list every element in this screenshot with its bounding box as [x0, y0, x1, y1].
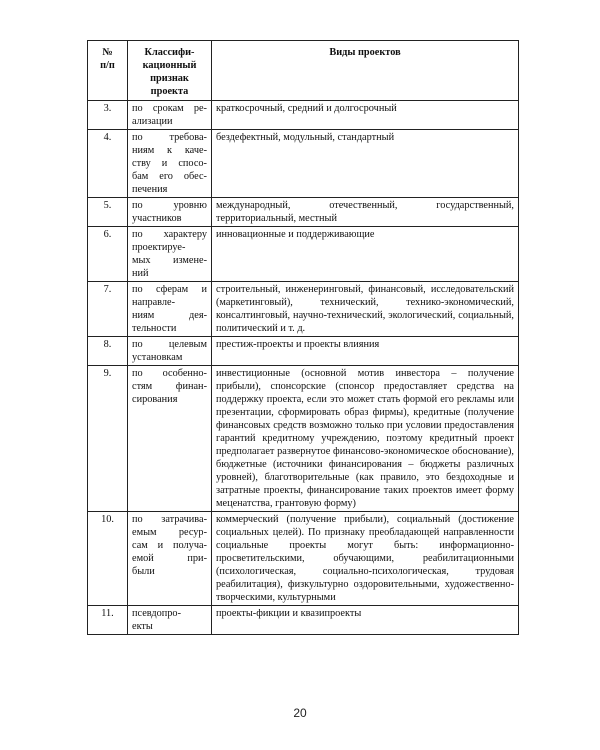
- page-number: 20: [293, 706, 307, 720]
- criterion-line: псевдопро-: [132, 608, 182, 619]
- table-row: [88, 337, 519, 366]
- row-number: 4.: [88, 130, 128, 198]
- row-project-types: престиж-проекты и проекты влияния: [212, 337, 519, 366]
- criterion-line: по целевым: [132, 339, 207, 350]
- row-criterion: [128, 101, 212, 130]
- table-row: [88, 130, 519, 198]
- criterion-line: по требова-: [132, 132, 207, 143]
- table-row: [88, 366, 519, 512]
- criterion-line: ниям к каче-: [132, 145, 207, 156]
- criterion-line: были: [132, 566, 155, 577]
- row-number: 5.: [88, 198, 128, 227]
- header-project-types: Виды проектов: [212, 41, 519, 101]
- row-criterion: [128, 366, 212, 512]
- row-project-types: коммерческий (получение прибыли), социальный (достижение социальных целей). По признаку преобладающей направленности социальные проекты могут быть: информационно-просветительскими, обучающими, реабилитационными (психологическая, социально-психологическая, трудовая реабилитация), физкультурно оздоровительными, художественно-творческими, культурными: [212, 512, 519, 606]
- criterion-line: по характеру: [132, 229, 207, 240]
- header-number: № п/п: [88, 41, 128, 101]
- criterion-line: по сферам и: [132, 284, 207, 295]
- criterion-line: по затрачива-: [132, 514, 207, 525]
- criterion-line: тельности: [132, 323, 177, 334]
- table-row: [88, 282, 519, 337]
- criterion-line: емой при-: [132, 553, 207, 564]
- row-number: 9.: [88, 366, 128, 512]
- row-project-types: строительный, инженеринговый, финансовый, исследовательский (маркетинговый), технический, технико-экономический, консалтинговый, научно-технический, экологический, социальный, политический и т. д.: [212, 282, 519, 337]
- criterion-line: установкам: [132, 352, 183, 363]
- row-criterion: [128, 198, 212, 227]
- criterion-line: проектируе-: [132, 242, 186, 253]
- table-row: [88, 512, 519, 606]
- row-project-types: инновационные и поддерживающие: [212, 227, 519, 282]
- table-row: [88, 227, 519, 282]
- criterion-line: по уровню: [132, 200, 207, 211]
- criterion-line: сирования: [132, 394, 178, 405]
- criterion-line: бам его обес-: [132, 171, 207, 182]
- row-criterion: [128, 282, 212, 337]
- table-header-row: [88, 41, 519, 101]
- row-number: 10.: [88, 512, 128, 606]
- row-number: 7.: [88, 282, 128, 337]
- row-project-types: проекты-фикции и квазипроекты: [212, 606, 519, 635]
- row-criterion: [128, 512, 212, 606]
- row-project-types: международный, отечественный, государственный, территориальный, местный: [212, 198, 519, 227]
- criterion-line: сам и получа-: [132, 540, 207, 551]
- criterion-line: печения: [132, 184, 168, 195]
- criterion-line: по особенно-: [132, 368, 207, 379]
- criterion-line: емым ресур-: [132, 527, 207, 538]
- row-project-types: инвестиционные (основной мотив инвестора – получение прибыли), спонсорские (спонсор предоставляет средства на поддержку проекта, если это может стать формой его рекламы или презентации, сформировать образ фирмы), кредитные (получение финансовых средств возможно только при условии предоставления гарантий кредитному учреждению, поэтому кредитный проект предполагает развернутое финансово-экономическое обоснование), бюджетные (источники финансирования – бюджеты различных уровней), благотворительные (как правило, это бездоходные и затратные проекты, финансирование таких проектов имеет форму меценатства, грантовую форму): [212, 366, 519, 512]
- criterion-line: по срокам ре-: [132, 103, 207, 114]
- table-row: [88, 606, 519, 635]
- row-number: 11.: [88, 606, 128, 635]
- header-criterion: Классифи- кационный признак проекта: [128, 41, 212, 101]
- row-criterion: [128, 130, 212, 198]
- criterion-line: стям финан-: [132, 381, 207, 392]
- criterion-line: участников: [132, 213, 182, 224]
- criterion-line: ний: [132, 268, 149, 279]
- row-criterion: [128, 337, 212, 366]
- row-number: 8.: [88, 337, 128, 366]
- criterion-line: направле-: [132, 297, 176, 308]
- table-row: [88, 101, 519, 130]
- criterion-line: екты: [132, 621, 153, 632]
- row-number: 3.: [88, 101, 128, 130]
- table-row: [88, 198, 519, 227]
- row-number: 6.: [88, 227, 128, 282]
- row-criterion: [128, 606, 212, 635]
- criterion-line: ству и спосо-: [132, 158, 207, 169]
- project-classification-table: [87, 40, 519, 635]
- row-project-types: бездефектный, модульный, стандартный: [212, 130, 519, 198]
- criterion-line: мых измене-: [132, 255, 207, 266]
- criterion-line: ализации: [132, 116, 173, 127]
- row-project-types: краткосрочный, средний и долгосрочный: [212, 101, 519, 130]
- row-criterion: [128, 227, 212, 282]
- criterion-line: ниям дея-: [132, 310, 207, 321]
